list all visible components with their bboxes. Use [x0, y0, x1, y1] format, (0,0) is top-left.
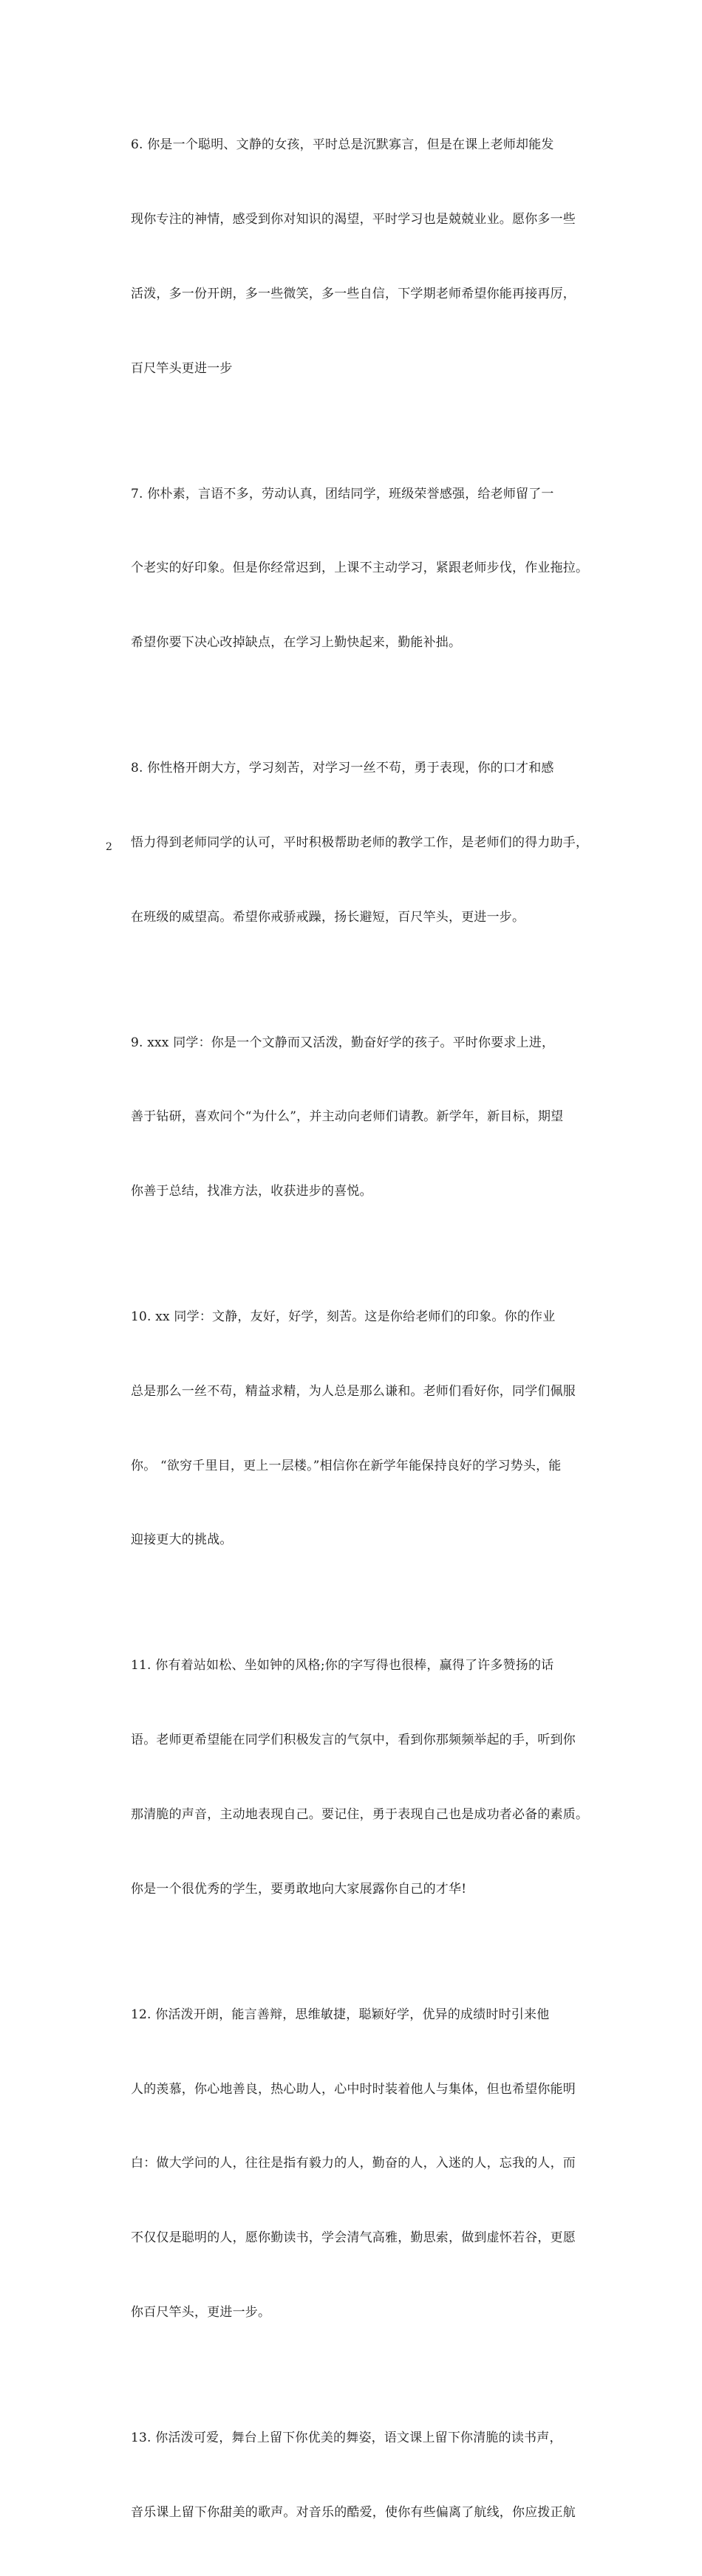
- text-line: 在班级的威望高。希望你戒骄戒躁，扬长避短，百尺竿头，更进一步。: [131, 909, 525, 925]
- text-line: 现你专注的神情，感受到你对知识的渴望，平时学习也是兢兢业业。愿你多一些: [131, 211, 576, 227]
- comment-paragraph-9: [106, 981, 599, 1254]
- text-line: 悟力得到老师同学的认可，平时积极帮助老师的教学工作，是老师们的得力助手，: [131, 835, 589, 850]
- document-body: [106, 83, 599, 2576]
- text-line: 善于钻研，喜欢问个“为什么”，并主动向老师们请教。新学年，新目标，期望: [131, 1109, 564, 1125]
- text-line: 个老实的好印象。但是你经常迟到，上课不主动学习，紧跟老师步伐，作业拖拉。: [131, 561, 589, 576]
- text-line: 你是一个很优秀的学生，要勇敢地向大家展露你自己的才华!: [131, 1881, 467, 1897]
- comment-paragraph-13: [106, 2377, 599, 2575]
- comment-paragraph-10: [106, 1256, 599, 1603]
- text-line: 你善于总结，找准方法，收获进步的喜悦。: [131, 1184, 372, 1199]
- text-line: 12. 你活泼开朗，能言善辩，思维敏捷，聪颖好学，优异的成绩时时引来他: [131, 2007, 550, 2022]
- text-line: 活泼，多一份开朗，多一些微笑，多一些自信，下学期老师希望你能再接再厉，: [131, 286, 576, 301]
- text-line: 音乐课上留下你甜美的歌声。对音乐的酷爱，使你有些偏离了航线，你应拨正航: [131, 2504, 576, 2520]
- page-number: 2: [106, 841, 112, 853]
- text-line: 9. xxx 同学：你是一个文静而又活泼，勤奋好学的孩子。平时你要求上进，: [131, 1035, 555, 1050]
- text-line: 人的羡慕，你心地善良，热心助人，心中时时装着他人与集体，但也希望你能明: [131, 2081, 576, 2097]
- comment-paragraph-6: [106, 83, 599, 431]
- text-line: 你。 “欲穷千里目，更上一层楼。”相信你在新学年能保持良好的学习势头，能: [131, 1458, 562, 1473]
- comment-paragraph-11: [106, 1604, 599, 1951]
- text-line: 迎接更大的挑战。: [131, 1532, 233, 1548]
- text-line: 百尺竿头更进一步: [131, 360, 233, 376]
- text-line: 总是那么一丝不苟，精益求精，为人总是那么谦和。老师们看好你，同学们佩服: [131, 1383, 576, 1399]
- text-line: 13. 你活泼可爱，舞台上留下你优美的舞姿，语文课上留下你清脆的读书声，: [131, 2430, 562, 2445]
- comment-paragraph-7: [106, 432, 599, 705]
- text-line: 7. 你朴素，言语不多，劳动认真，团结同学，班级荣誉感强，给老师留了一: [131, 486, 554, 501]
- text-line: 希望你要下决心改掉缺点，在学习上勤快起来，勤能补拙。: [131, 635, 462, 651]
- comment-paragraph-12: [106, 1953, 599, 2375]
- text-line: 10. xx 同学：文静，友好，好学，刻苦。这是你给老师们的印象。你的作业: [131, 1309, 556, 1325]
- text-line: 6. 你是一个聪明、文静的女孩，平时总是沉默寡言，但是在课上老师却能发: [131, 137, 554, 153]
- comment-paragraph-8: [106, 707, 599, 980]
- text-line: 那清脆的声音，主动地表现自己。要记住，勇于表现自己也是成功者必备的素质。: [131, 1806, 589, 1822]
- text-line: 语。老师更希望能在同学们积极发言的气氛中，看到你那频频举起的手，听到你: [131, 1733, 576, 1748]
- text-line: 11. 你有着站如松、坐如钟的风格;你的字写得也很棒，赢得了许多赞扬的话: [131, 1658, 554, 1674]
- text-line: 你百尺竿头，更进一步。: [131, 2304, 271, 2320]
- text-line: 8. 你性格开朗大方，学习刻苦，对学习一丝不苟，勇于表现，你的口才和感: [131, 761, 554, 776]
- text-line: 不仅仅是聪明的人，愿你勤读书，学会清气高雅，勤思索，做到虚怀若谷，更愿: [131, 2230, 576, 2246]
- text-line: 白：做大学问的人，往往是指有毅力的人，勤奋的人，入迷的人，忘我的人，而: [131, 2156, 576, 2171]
